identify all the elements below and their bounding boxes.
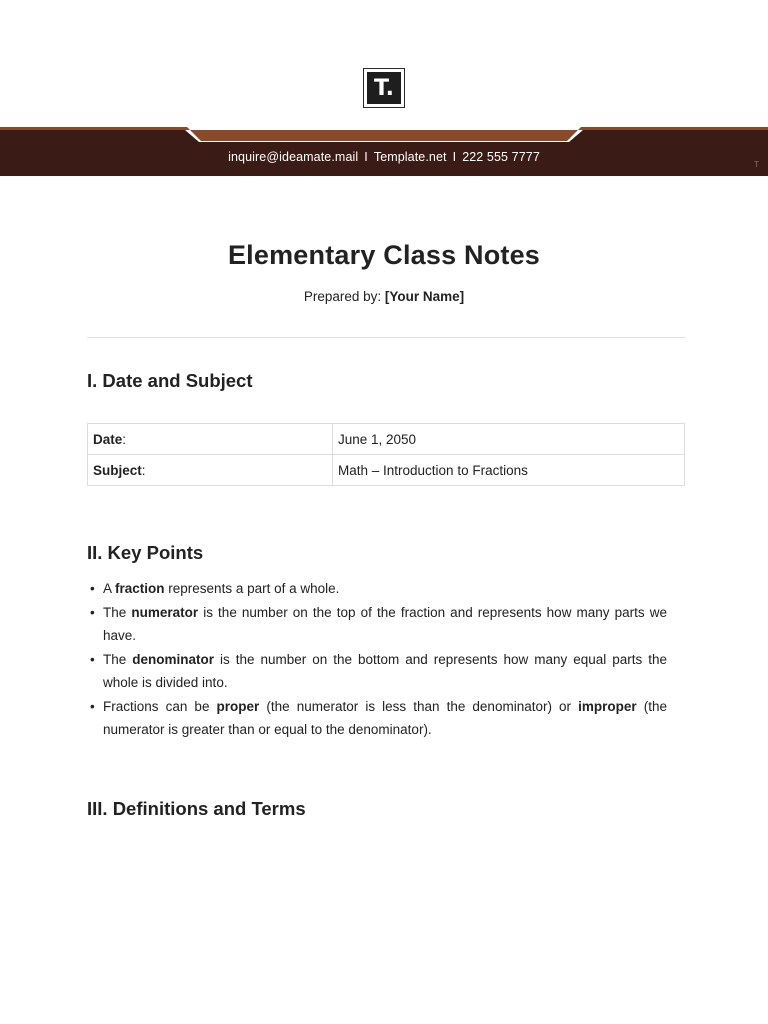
contact-phone: 222 555 7777 (462, 150, 540, 164)
table-row (88, 424, 685, 455)
point-text: (the numerator is greater than or equal to the denominator). (103, 698, 667, 737)
contact-line (0, 150, 768, 164)
subject-label: Subject (93, 462, 142, 478)
list-item (87, 695, 667, 742)
table-key-cell: Subject: (88, 455, 333, 486)
point-term: denominator (132, 651, 215, 667)
document-title: Elementary Class Notes (227, 240, 541, 270)
contact-email[interactable]: inquire@ideamate.mail (228, 150, 359, 164)
point-text: represents a part of a whole. (164, 581, 340, 596)
prepared-by-line (0, 289, 768, 304)
point-text: Fractions can be (103, 698, 217, 714)
date-subject-table (87, 423, 685, 486)
section-heading-key-points: II. Key Points (87, 542, 204, 563)
contact-separator: I (452, 150, 457, 164)
list-item (87, 648, 667, 695)
corner-mark: T (754, 160, 759, 169)
contact-website[interactable]: Template.net (373, 150, 447, 164)
point-text: (the numerator is less than the denominator) or (259, 698, 579, 714)
list-item (87, 577, 667, 601)
point-text: is the number on the bottom and represents how many equal parts the whole is divided into. (103, 651, 668, 690)
logo-mark: T. (367, 72, 401, 104)
template-logo (363, 68, 405, 108)
contact-separator: I (364, 150, 368, 164)
title-divider (87, 337, 686, 338)
prepared-by-label: Prepared by: (303, 289, 382, 304)
date-value: June 1, 2050 (333, 424, 685, 455)
point-term: fraction (115, 581, 165, 596)
point-term: numerator (131, 604, 199, 620)
key-points-list (87, 577, 667, 742)
section-heading-date-subject: I. Date and Subject (87, 370, 253, 391)
point-term: proper (216, 698, 260, 714)
point-text: The (103, 651, 133, 667)
table-key-cell: Date: (88, 424, 333, 455)
point-term: improper (578, 698, 637, 714)
point-text: is the number on the top of the fraction and represents how many parts we have. (103, 604, 668, 643)
list-item (87, 601, 667, 648)
table-row (88, 455, 685, 486)
subject-value: Math – Introduction to Fractions (333, 455, 685, 486)
section-heading-definitions: III. Definitions and Terms (87, 798, 306, 819)
date-label: Date (93, 431, 123, 447)
point-text: The (103, 604, 132, 620)
point-text: A (103, 581, 116, 596)
prepared-by-value: [Your Name] (384, 289, 465, 304)
